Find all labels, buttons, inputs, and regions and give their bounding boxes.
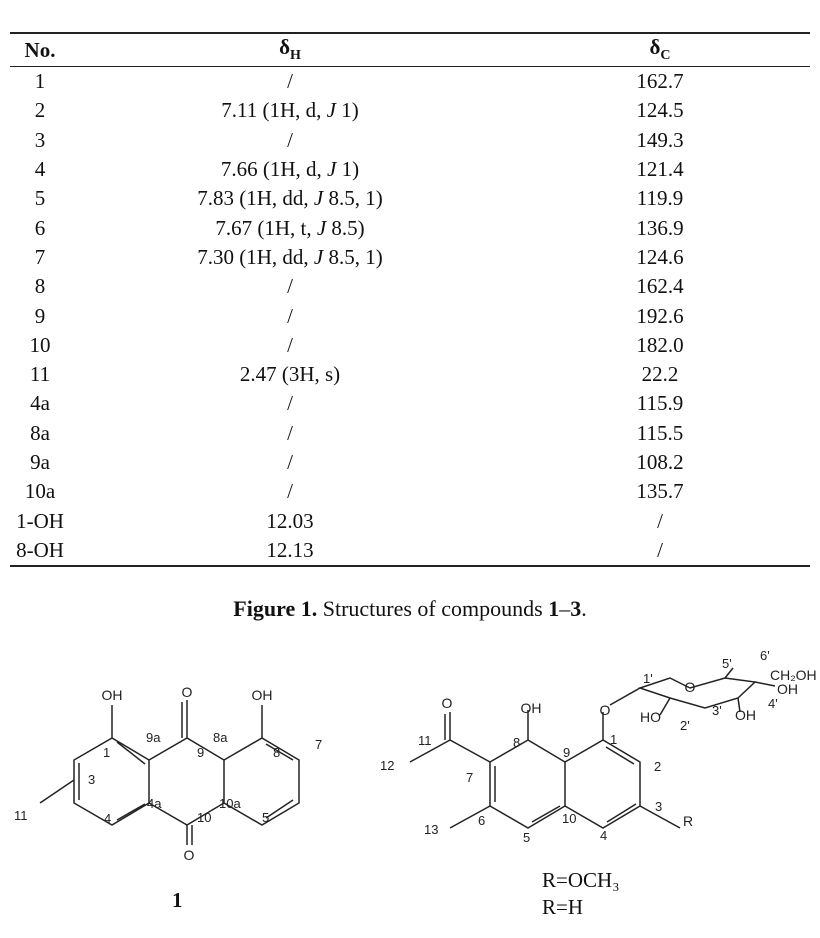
s1-n1: 1 [103,745,111,760]
s1-n9a: 9a [146,730,161,745]
cell-delta-c: 124.5 [636,98,684,123]
s2-p6: 6' [760,648,770,663]
cell-delta-h: 7.11 (1H, d, J 1) [221,98,359,123]
s2-n12: 12 [380,758,395,773]
s1-n11: 11 [14,808,28,823]
s2-n10: 10 [562,811,577,826]
s2-p2: 2' [680,718,690,733]
cell-delta-c: 119.9 [636,186,684,211]
cell-delta-h: / [287,127,293,152]
s1-n10: 10 [197,810,212,825]
s2-ho-2-label: HO [640,709,661,725]
cell-delta-h: / [287,450,293,474]
s2-n4: 4 [600,828,608,843]
s2-p5: 5' [722,656,732,671]
cell-delta-c: 182.0 [636,332,684,357]
cell-delta-c: 149.3 [636,127,684,152]
s2-link-o-label: O [599,702,611,718]
cell-delta-c: 121.4 [636,157,684,182]
s2-n8: 8 [513,735,521,750]
s1-n5: 5 [262,810,270,825]
s2-o-11-label: O [441,695,453,711]
header-delta-h: $\delta_H$ [279,35,301,64]
s1-n7: 7 [315,737,323,752]
cell-delta-c: 115.5 [636,420,684,445]
s2-n11: 11 [418,733,432,748]
cell-delta-c: 192.6 [636,303,684,328]
cell-no: 8-OH [16,537,64,562]
cell-no: 3 [34,127,46,152]
s2-n7: 7 [466,770,474,785]
s2-n2: 2 [654,759,662,774]
cell-no: 1-OH [16,508,64,533]
s2-sugar-o-label: O [684,679,696,695]
structure-1 [40,700,299,845]
cell-delta-h: 7.83 (1H, dd, J 8.5, 1) [197,186,383,211]
s1-n8a: 8a [213,730,228,745]
cell-no: 8a [30,420,50,445]
cell-delta-c: 162.7 [636,69,684,94]
cell-no: 9a [30,450,50,474]
s2-p1: 1' [643,671,653,686]
cell-no: 4 [34,157,46,182]
s1-n3: 3 [88,772,96,787]
cell-no: 4a [30,391,50,416]
cell-no: 10a [24,479,56,504]
s2-oh-3-label: OH [735,707,756,723]
r-option-h: R=H [542,895,584,919]
cell-delta-c: 108.2 [636,450,684,474]
s2-r-label: R [683,813,694,829]
cell-delta-h: / [287,479,293,504]
s2-n6: 6 [478,813,486,828]
cell-no: 10 [29,332,51,357]
cell-delta-h: 2.47 (3H, s) [239,362,341,387]
s2-n5: 5 [523,830,531,845]
header-delta-c: $\delta_C$ [649,35,671,64]
cell-delta-h: / [287,391,293,416]
s2-n13: 13 [424,822,439,837]
cell-delta-h: 12.03 [266,508,314,533]
cell-delta-c: 162.4 [636,274,684,299]
cell-delta-h: / [287,69,293,94]
s2-p4: 4' [768,696,778,711]
structure-2 [410,668,775,828]
cell-no: 1 [34,69,46,94]
s1-n4a: 4a [147,796,162,811]
s2-oh-8-label: OH [520,700,542,716]
figure-caption: Figure 1. Structures of compounds 1–3. [233,596,587,621]
cell-delta-c: 136.9 [636,215,684,240]
s1-oh-1-label: OH [101,687,123,703]
cell-delta-c: 135.7 [636,479,684,504]
cell-delta-c: 115.9 [636,391,684,416]
cell-delta-c: / [657,537,663,562]
cell-no: 7 [34,244,46,269]
cell-delta-c: 22.2 [641,362,679,387]
s1-o-top-label: O [181,684,193,700]
cell-delta-c: 124.6 [636,244,684,269]
cell-no: 8 [34,274,46,299]
header-no: No. [24,37,56,62]
s1-o-bottom-label: O [183,847,195,863]
compound-1-label: 1 [172,888,183,912]
cell-delta-h: 7.30 (1H, dd, J 8.5, 1) [197,244,383,269]
cell-delta-h: / [287,332,293,357]
s1-n10a: 10a [219,796,241,811]
s2-n9: 9 [563,745,571,760]
cell-delta-h: / [287,303,293,328]
s1-n9: 9 [197,745,205,760]
cell-no: 5 [34,186,46,211]
s2-n1: 1 [610,732,618,747]
s2-p3: 3' [712,703,722,718]
s1-n4: 4 [104,811,112,826]
s1-n8: 8 [273,745,281,760]
cell-no: 2 [34,98,46,123]
r-option-och3: R=OCH₃ [542,868,620,892]
s2-oh-4-label: OH [777,681,798,697]
cell-no: 6 [34,215,46,240]
cell-delta-h: 7.67 (1H, t, J 8.5) [215,215,365,240]
cell-delta-h: / [287,274,293,299]
cell-delta-c: / [657,508,663,533]
s2-n3: 3 [655,799,663,814]
cell-delta-h: / [287,420,293,445]
cell-delta-h: 7.66 (1H, d, J 1) [220,157,360,182]
s1-oh-8-label: OH [251,687,273,703]
s2-ch2oh-label: CH₂OH [770,667,817,683]
cell-no: 11 [29,362,51,387]
cell-delta-h: 12.13 [266,537,314,562]
cell-no: 9 [34,303,46,328]
